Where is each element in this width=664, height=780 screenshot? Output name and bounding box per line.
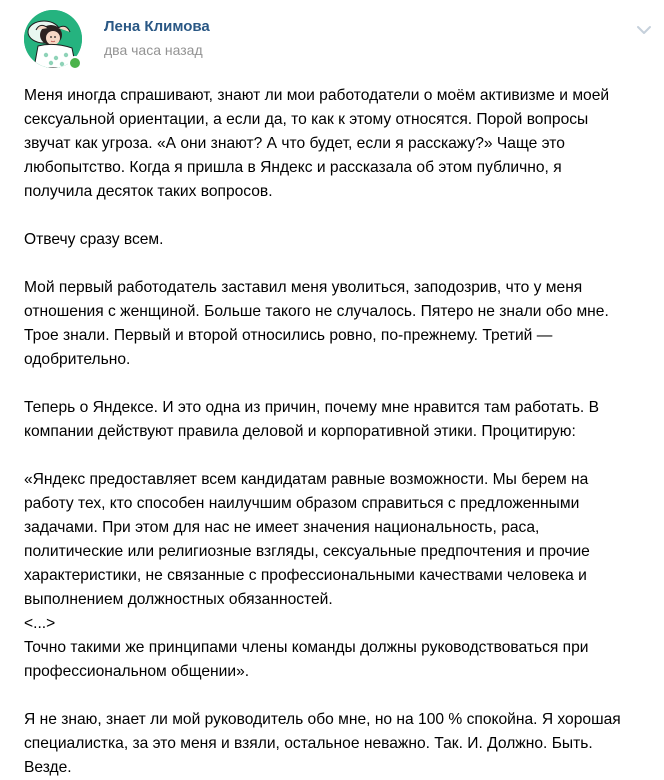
text-line: характеристики, не связанные с профессиональными качествами человека и xyxy=(24,567,587,584)
text-line: задачами. При этом для нас не имеет значения национальность, раса, xyxy=(24,519,540,536)
paragraph-gap xyxy=(24,252,654,276)
post-header xyxy=(0,0,664,80)
text-line: работу тех, кто способен наилучшим образом справиться с предложенными xyxy=(24,495,580,512)
paragraph-gap xyxy=(24,444,654,468)
text-line: Отвечу сразу всем. xyxy=(24,231,164,248)
paragraph-gap xyxy=(24,204,654,228)
text-line: Везде. xyxy=(24,759,72,776)
text-line: любопытство. Когда я пришла в Яндекс и рассказала об этом публично, я xyxy=(24,159,562,176)
text-line: Точно такими же принципами члены команды должны руководствоваться при xyxy=(24,639,589,656)
text-line: Трое знали. Первый и второй относились ровно, по-прежнему. Третий — xyxy=(24,327,553,344)
post-text xyxy=(24,84,654,780)
text-line: сексуальной ориентации, а если да, то как к этому относятся. Порой вопросы xyxy=(24,111,589,128)
paragraph-gap xyxy=(24,684,654,708)
text-line: профессиональном общении». xyxy=(24,663,250,680)
text-line: звучат как угроза. «А они знают? А что будет, если я расскажу?» Чаще это xyxy=(24,135,565,152)
text-line: одобрительно. xyxy=(24,351,131,368)
text-line: компании действуют правила деловой и корпоративной этики. Процитирую: xyxy=(24,423,576,440)
text-line: специалистка, за это меня и взяли, остальное неважно. Так. И. Должно. Быть. xyxy=(24,735,593,752)
text-line: Меня иногда спрашивают, знают ли мои работодатели о моём активизме и моей xyxy=(24,87,610,104)
text-line: политические или религиозные взгляды, сексуальные предпочтения и прочие xyxy=(24,543,590,560)
text-line: <...> xyxy=(24,615,56,632)
post-time-link[interactable]: два часа назад xyxy=(104,42,203,58)
text-line: отношения с женщиной. Больше такого не случалось. Пятеро не знали обо мне. xyxy=(24,303,609,320)
paragraph-gap xyxy=(24,372,654,396)
author-name-link[interactable]: Лена Климова xyxy=(104,18,210,35)
text-line: Мой первый работодатель заставил меня уволиться, заподозрив, что у меня xyxy=(24,279,583,296)
text-line: «Яндекс предоставляет всем кандидатам равные возможности. Мы берем на xyxy=(24,471,589,488)
chevron-down-icon[interactable] xyxy=(636,24,652,36)
online-status-dot xyxy=(68,56,82,70)
text-line: получила десяток таких вопросов. xyxy=(24,183,273,200)
text-line: Я не знаю, знает ли мой руководитель обо мне, но на 100 % спокойна. Я хорошая xyxy=(24,711,621,728)
text-line: Теперь о Яндексе. И это одна из причин, почему мне нравится там работать. В xyxy=(24,399,600,416)
text-line: выполнением должностных обязанностей. xyxy=(24,591,333,608)
